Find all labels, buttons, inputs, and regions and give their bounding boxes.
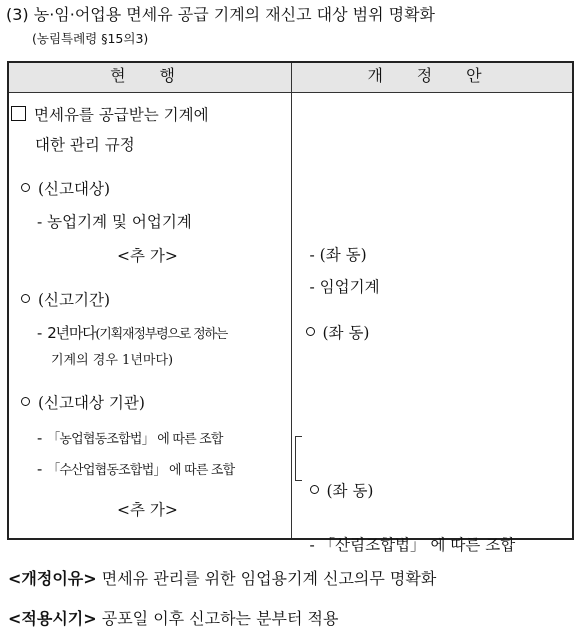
effective-line [8,606,338,629]
bracket-connector [295,436,302,481]
current-column [8,93,291,540]
period-same: (좌 동) [306,321,370,343]
agency-same: (좌 동) [310,479,374,501]
effective-text: 공포일 이후 신고하는 분부터 적용 [101,609,339,628]
period-item: - 2년마다(기획재정부령으로 정하는 [37,324,228,342]
target-same: - (좌 동) [309,246,367,264]
target-new: - 임업기계 [309,278,380,296]
legal-reference: (농림특례령 §15의3) [32,31,149,46]
header-proposed: 개 정 안 [291,62,573,93]
intro-item: 면세유를 공급받는 기계에 [11,103,209,125]
target-item: - 농업기계 및 어업기계 [37,213,192,231]
circle-bullet-icon [21,183,30,192]
reason-line [8,566,436,589]
period-item-line2: 기계의 경우 1년마다) [51,353,174,368]
agency-item-2: - 「수산업협동조합법」 에 따른 조합 [37,460,235,478]
agency-heading: (신고대상 기관) [21,391,145,413]
target-heading: (신고대상) [21,177,110,199]
circle-bullet-icon [310,485,319,494]
proposed-column [291,93,573,554]
reason-label: <개정이유> [8,569,97,588]
reason-text: 면세유 관리를 위한 임업용기계 신고의무 명확화 [101,569,437,588]
target-add: <추 가> [117,247,178,265]
circle-bullet-icon [21,294,30,303]
section-title: (3) 농·임·어업용 면세유 공급 기계의 재신고 대상 범위 명확화 [6,5,436,24]
agency-add: <추 가> [117,501,178,519]
comparison-table [7,61,574,554]
intro-line2: 대한 관리 규정 [35,136,135,154]
checkbox-square-icon [11,106,26,121]
effective-label: <적용시기> [8,609,97,628]
table-header-row [8,62,573,93]
circle-bullet-icon [306,327,315,336]
agency-item-1: - 「농업협동조합법」 에 따른 조합 [37,429,223,447]
period-heading: (신고기간) [21,288,110,310]
agency-new: - 「산림조합법」 에 따른 조합 [309,536,516,554]
header-current: 현 행 [8,62,291,93]
circle-bullet-icon [21,397,30,406]
